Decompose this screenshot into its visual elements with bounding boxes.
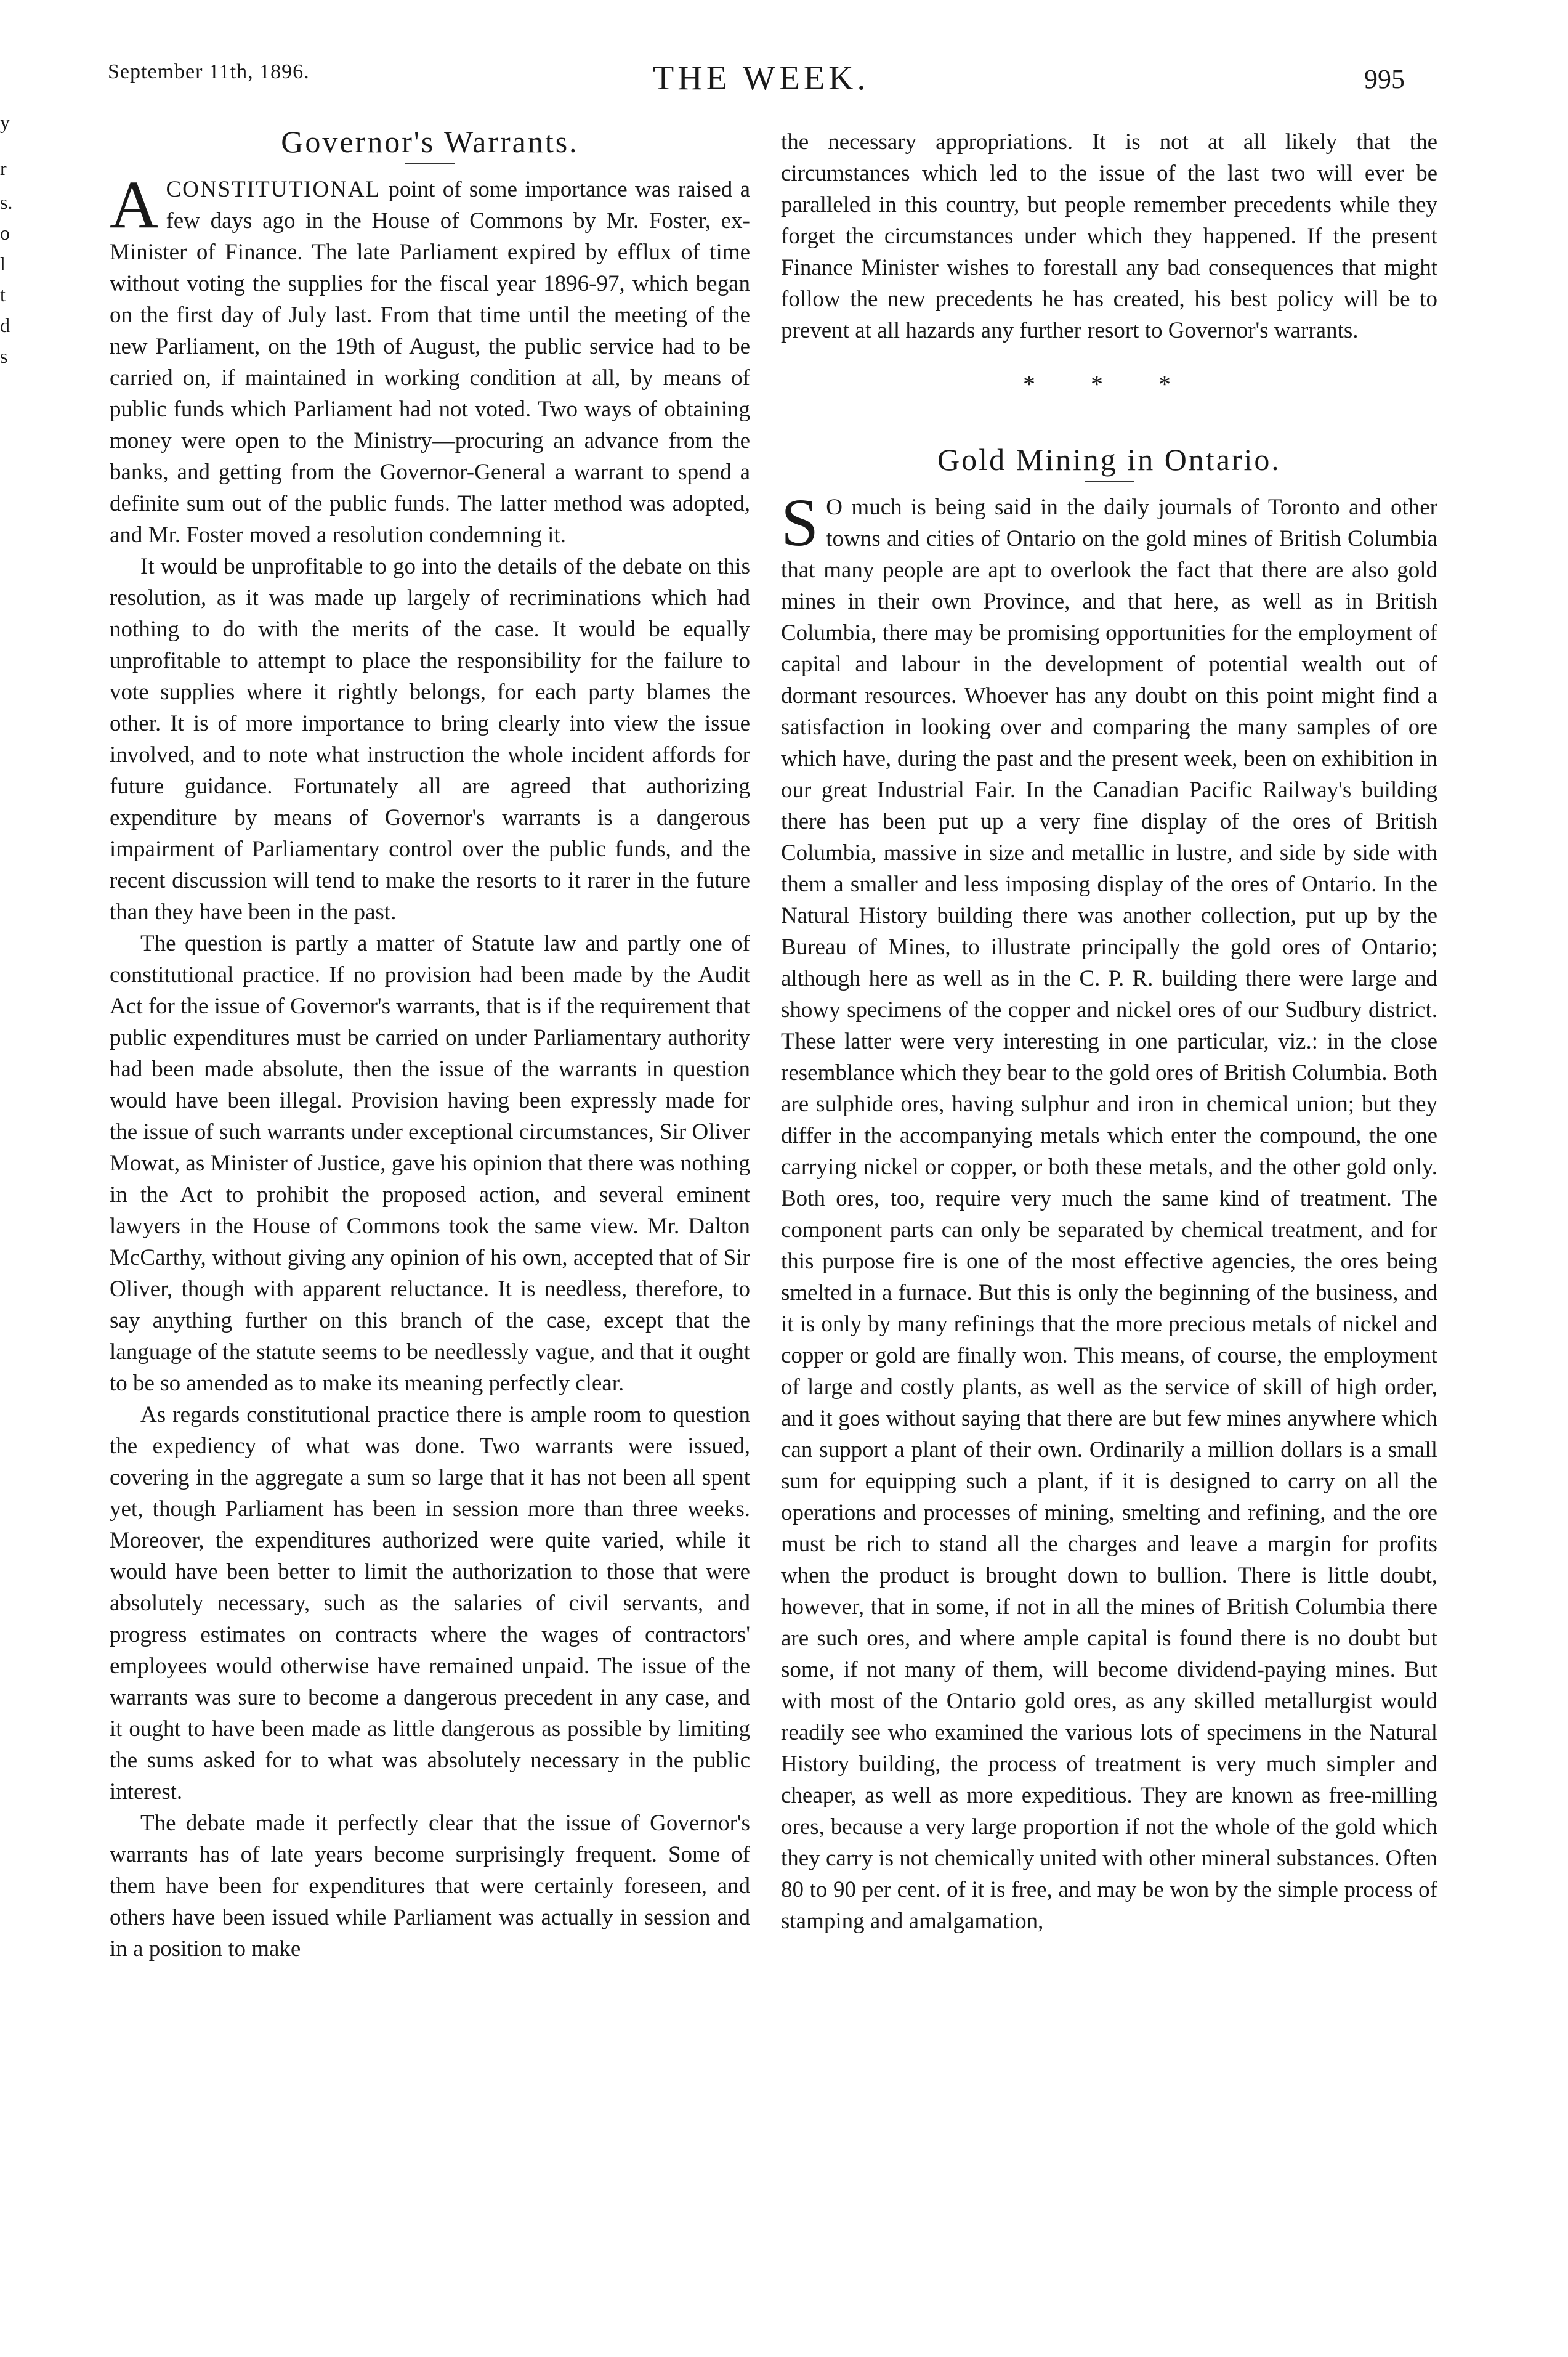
right-column [781,126,1437,1937]
article-title-gold-mining: Gold Mining in Ontario. [937,442,1281,477]
left-column [110,126,750,1965]
article1-paragraph-2: It would be unprofitable to go into the details of the debate on this resolution, as it was made up largely of recriminations which had nothing to do with the merits of the case. It would be equally unprofitable to attempt to place the responsibility for the failure to vote supplies where it rightly belongs, for each party blames the other. It is of more importance to bring clearly into view the issue involved, and to note what instruction the whole incident affords for future guidance. Fortunately all are agreed that authorizing expenditure by means of Governor's warrants is a dangerous impairment of Parliamentary control over the public funds, and the recent discussion will tend to make the resorts to it rarer in the future than they have been in the past. [110,554,750,925]
article1-paragraph-5-continued: the necessary appropriations. It is not at all likely that the circumstances which led to the issue of the last two will ever be paralleled in this country, but people remember precedents while they forget the circumstances under which they happened. If the present Finance Minister wishes to forestall any bad consequences that might follow the new precedents he has created, his best policy will be to prevent at all hazards any further resort to Governor's warrants. [781,129,1437,343]
paragraph-text: O much is being said in the daily journals of Toronto and other towns and cities of Ontario on the gold mines of British Columbia that many people are apt to overlook the fact that there are also gold mines in their own Province, and that here, as well as in British Columbia, there may be promising opportunities for the employment of capital and labour in the development of potential wealth out of dormant resources. Whoever has any doubt on this point might find a satisfaction in looking over and comparing the many samples of ore which have, during the past and the present week, been on exhibition in our great Industrial Fair. In the Canadian Pacific Railway's building there has been put up a very fine display of the ores of British Columbia, massive in size and metallic in lustre, and side by side with them a smaller and less imposing display of the ores of Ontario. In the Natural History building there was another collection, put up by the Bureau of Mines, to illustrate principally the gold ores of Ontario; although here as well as in the C. P. R. building there were large and showy specimens of the copper and nickel ores of our Sudbury district. These latter were very interesting in one particular, viz.: in the close resemblance which they bear to the gold ores of British Columbia. Both are sulphide ores, having sulphur and iron in chemical union; but they differ in the accompanying metals which enter the compound, the one carrying nickel or copper, or both these metals, and the other gold only. Both ores, too, require very much the same kind of treatment. The component parts can only be separated by chemical treatment, and for this purpose fire is one of the most effective agencies, the ores being smelted in a furnace. But this is only the beginning of the business, and it is only by many refinings that the more precious metals of nickel and copper or gold are finally won. This means, of course, the employment of large and costly plants, as well as the service of skill of high order, and it goes without saying that there are but few mines anywhere which can support a plant of their own. Ordinarily a million dollars is a small sum for equipping such a plant, if it is designed to carry on all the operations and processes of mining, smelting and refining, and the ore must be rich to stand all the charges and leave a margin for profits when the product is brought down to bullion. There is little doubt, however, that in some, if not in all the mines of British Columbia there are such ores, and where ample capital is found there is no doubt but some, if not many of them, will become dividend-paying mines. But with most of the Ontario gold ores, as any skilled metallurgist would readily see who examined the various lots of specimens in the Natural History building, the process of treatment is very much simpler and cheaper, as well as more expeditious. They are known as free-milling ores, because a very large proportion if not the whole of the gold which they carry is not chemically united with other mineral substances. Often 80 to 90 per cent. of it is free, and may be won by the simple process of stamping and amalgamation, [781,495,1437,1934]
margin-mark: s. [0,191,13,213]
title-rule [405,163,455,164]
article2-paragraph-1 [781,485,1437,1937]
page-header [0,0,1568,123]
margin-mark: y [0,111,10,133]
article1-paragraph-5: The debate made it perfectly clear that the issue of Governor's warrants has of late years become surprisingly frequent. Some of them have been for expenditures that were certainly foreseen, and others have been issued while Parliament was actually in session and in a position to make [110,1811,750,1961]
margin-mark: o [0,222,10,244]
left-margin-bleed-marks [0,99,25,499]
margin-mark: l [0,253,6,275]
article1-paragraph-3: The question is partly a matter of Statute law and partly one of constitutional practice. If no provision had been made by the Audit Act for the issue of Governor's warrants, that is if the requirement that public expenditures must be carried on under Parliamentary authority had been made absolute, then the issue of the warrants in question would have been illegal. Provision having been expressly made for the issue of such warrants under exceptional circumstances, Sir Oliver Mowat, as Minister of Justice, gave his opinion that there was nothing in the Act to prohibit the proposed action, and several eminent lawyers in the House of Commons took the same view. Mr. Dalton McCarthy, without giving any opinion of his own, accepted that of Sir Oliver, though with apparent reluctance. It is needless, therefore, to say anything further on this branch of the case, except that the language of the statute seems to be needlessly vague, and that it ought to be so amended as to make its meaning perfectly clear. [110,931,750,1396]
margin-mark: r [0,157,7,179]
publication-title: THE WEEK. [653,59,870,97]
article-title-governors-warrants: Governor's Warrants. [281,124,579,159]
article1-paragraph-4: As regards constitutional practice there is ample room to question the expediency of what was done. Two warrants were issued, covering in the aggregate a sum so large that it has not been all spent yet, though Parliament has been in session more than three weeks. Moreover, the expenditures authorized were quite varied, while it would have been better to limit the authorization to those that were absolutely necessary, such as the salaries of civil servants, and progress estimates on contracts where the wages of contractors' employees would otherwise have remained unpaid. The issue of the warrants was sure to become a dangerous precedent in any case, and it ought to have been made as little dangerous as possible by limiting the sums asked for to what was absolutely necessary in the public interest. [110,1402,750,1804]
title-rule [1085,481,1134,482]
issue-date: September 11th, 1896. [108,60,310,83]
margin-mark: s [0,345,8,367]
dropcap-s: S [781,485,819,560]
dropcap-a: A [110,167,159,242]
page-number: 995 [1364,64,1405,94]
paragraph-text: point of some importance was raised a few days ago in the House of Commons by Mr. Foster, ex-Minister of Finance. The late Parliament expired by efflux of time without voting the supplies for the fiscal year 1896-97, which began on the first day of July last. From that time until the meeting of the new Parliament, on the 19th of August, the public service had to be carried on, if maintained in working condition at all, by means of public funds which Parliament had not voted. Two ways of obtaining money were open to the Ministry—procuring an advance from the banks, and getting from the Governor-General a warrant to spend a definite sum out of the public funds. The latter method was adopted, and Mr. Foster moved a resolution condemning it. [110,177,750,548]
section-separator: * * * [1023,370,1195,398]
article1-paragraph-1 [110,167,750,551]
margin-mark: d [0,314,10,336]
margin-mark: t [0,283,6,306]
lead-word: CONSTITUTIONAL [166,177,381,202]
